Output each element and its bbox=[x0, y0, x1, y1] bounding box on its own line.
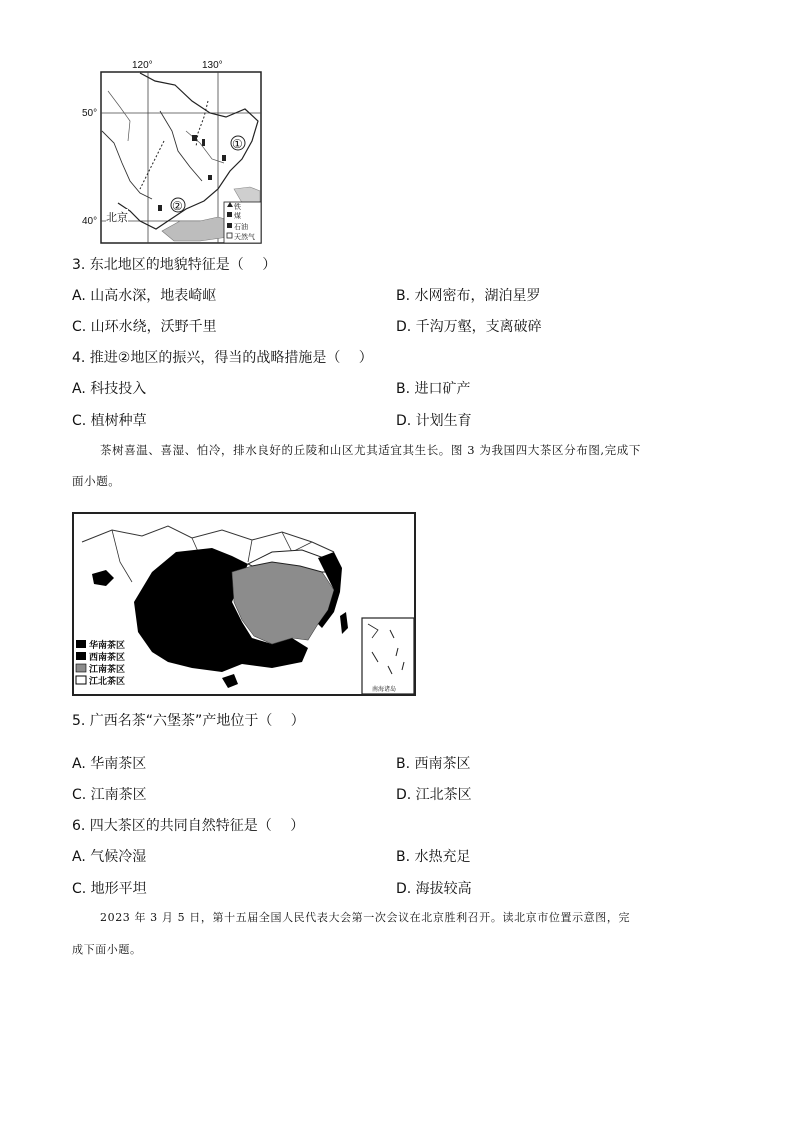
legend-coal: 煤 bbox=[234, 213, 241, 220]
q3-option-d[interactable]: D. 千沟万壑，支离破碎 bbox=[396, 319, 542, 335]
q5-option-a[interactable]: A. 华南茶区 bbox=[72, 756, 147, 772]
q6-option-a[interactable]: A. 气候冷湿 bbox=[72, 849, 147, 865]
q4-option-b[interactable]: B. 进口矿产 bbox=[396, 381, 471, 397]
legend-gas: 天然气 bbox=[234, 234, 255, 241]
legend-jiangnan-tea: 江南茶区 bbox=[89, 664, 126, 674]
marker-2: ② bbox=[172, 199, 183, 213]
marker-1: ① bbox=[232, 137, 243, 151]
lon-label-120: 120° bbox=[132, 60, 153, 71]
q3-stem: 3. 东北地区的地貌特征是（ ） bbox=[72, 257, 277, 273]
q5-option-c[interactable]: C. 江南茶区 bbox=[72, 787, 147, 803]
q5-stem: 5. 广西名茶“六堡茶”产地位于（ ） bbox=[72, 713, 305, 729]
q4-stem: 4. 推进②地区的振兴，得当的战略措施是（ ） bbox=[72, 350, 373, 366]
tea-passage-line-2: 面小题。 bbox=[72, 474, 121, 488]
tea-passage-line-1: 茶树喜温、喜湿、怕冷，排水良好的丘陵和山区尤其适宜其生长。图 3 为我国四大茶区分布图,完成下 bbox=[100, 443, 641, 457]
q6-option-b[interactable]: B. 水热充足 bbox=[396, 849, 471, 865]
inset-south-china-sea-label: 南海诸岛 bbox=[372, 687, 397, 693]
q4-option-d[interactable]: D. 计划生育 bbox=[396, 413, 472, 429]
lat-label-40: 40° bbox=[82, 216, 98, 227]
city-label-beijing: 北京 bbox=[106, 209, 128, 225]
q6-stem: 6. 四大茶区的共同自然特征是（ ） bbox=[72, 818, 305, 834]
lat-label-50: 50° bbox=[82, 108, 98, 119]
q5-option-d[interactable]: D. 江北茶区 bbox=[396, 787, 472, 803]
legend-jiangbei-tea: 江北茶区 bbox=[89, 676, 126, 686]
legend-southwest-tea: 西南茶区 bbox=[89, 652, 126, 662]
beijing-passage-line-1: 2023 年 3 月 5 日，第十五届全国人民代表大会第一次会议在北京胜利召开。读北京市位置示意图，完 bbox=[100, 911, 631, 924]
q3-option-b[interactable]: B. 水网密布，湖泊星罗 bbox=[396, 288, 541, 304]
q3-option-a[interactable]: A. 山高水深，地表崎岖 bbox=[72, 288, 217, 304]
q4-option-a[interactable]: A. 科技投入 bbox=[72, 381, 147, 397]
q5-option-b[interactable]: B. 西南茶区 bbox=[396, 756, 471, 772]
q6-option-d[interactable]: D. 海拔较高 bbox=[396, 881, 472, 897]
tea-regions-map-figure bbox=[72, 512, 416, 696]
q3-option-c[interactable]: C. 山环水绕，沃野千里 bbox=[72, 319, 217, 335]
northeast-map-figure bbox=[82, 58, 268, 246]
beijing-passage-line-2: 成下面小题。 bbox=[72, 943, 142, 956]
legend-oil: 石油 bbox=[234, 224, 248, 231]
legend-south-china-tea: 华南茶区 bbox=[89, 640, 126, 650]
lon-label-130: 130° bbox=[202, 60, 223, 71]
legend-iron: 铁 bbox=[234, 204, 241, 211]
q6-option-c[interactable]: C. 地形平坦 bbox=[72, 881, 147, 897]
q4-option-c[interactable]: C. 植树种草 bbox=[72, 413, 147, 429]
